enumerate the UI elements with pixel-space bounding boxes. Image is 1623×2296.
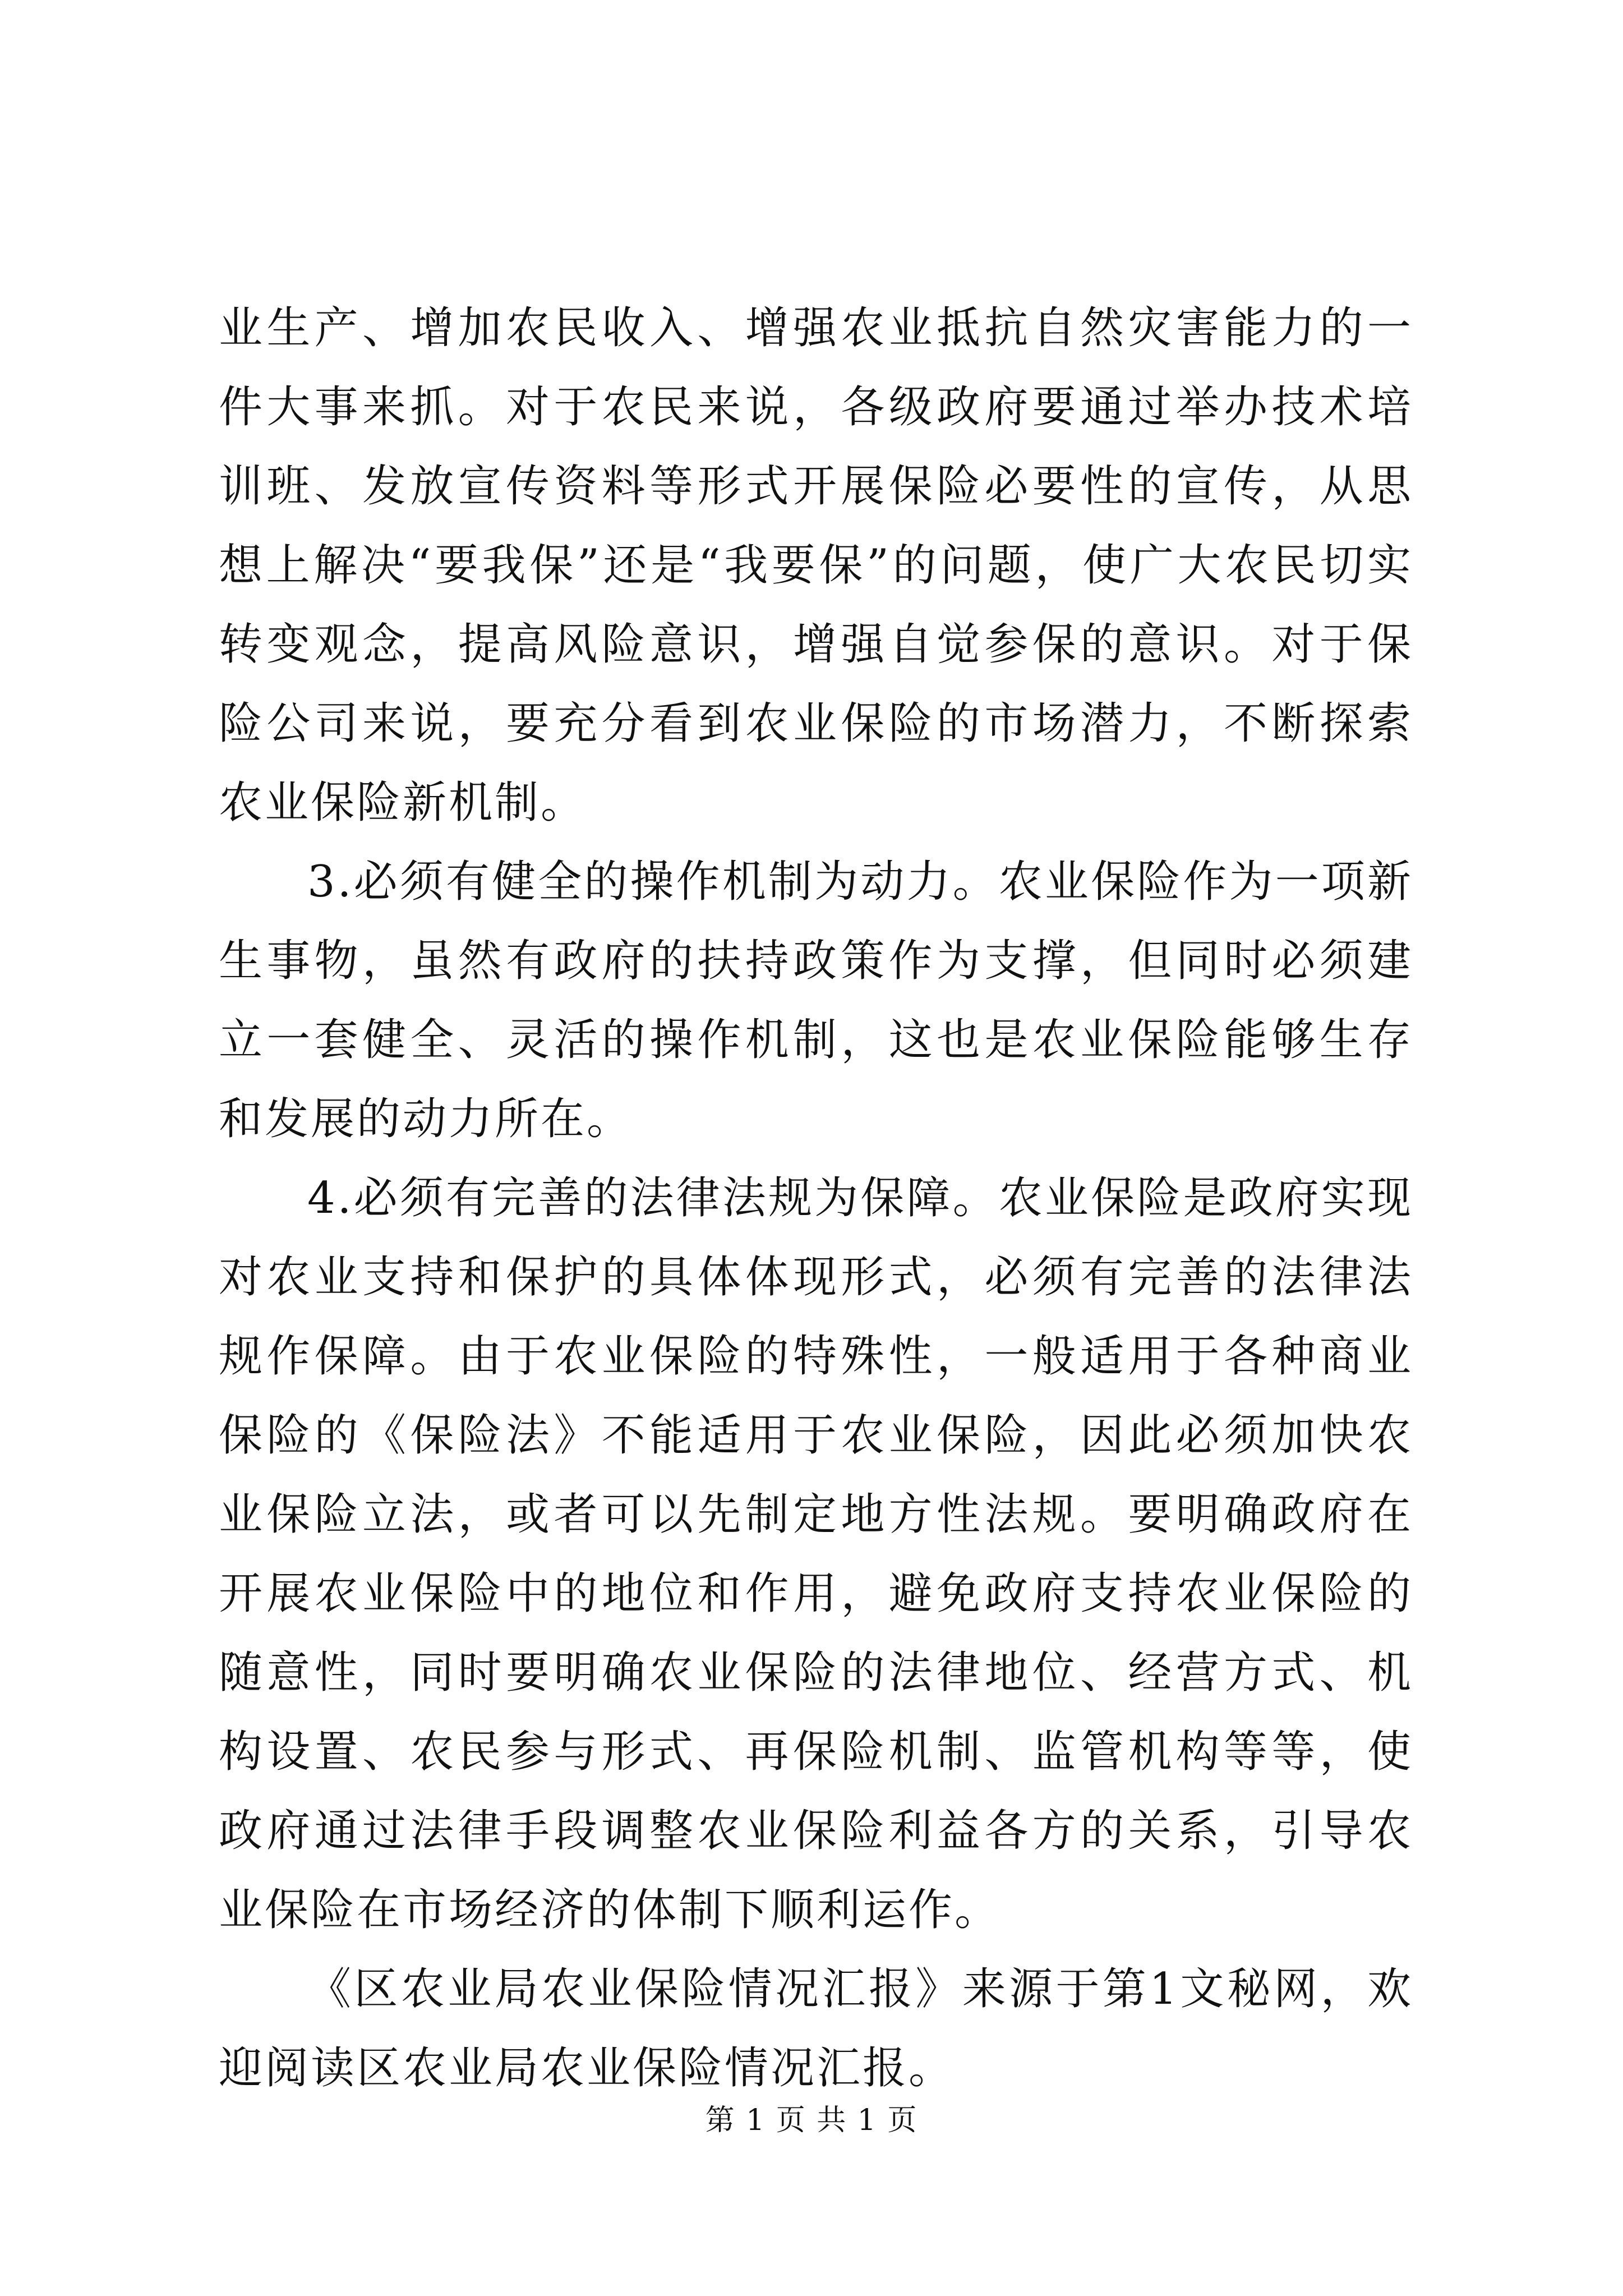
document-body <box>219 289 1413 2108</box>
page-footer: 第 1 页 共 1 页 <box>705 2104 918 2137</box>
paragraph-item-4: 4.必须有完善的法律法规为保障。农业保险是政府实现对农业支持和保护的具体体现形式，必须有完善的法律法规作保障。由于农业保险的特殊性，一般适用于各种商业保险的《保险法》不能适用于农业保险，因此必须加快农业保险立法，或者可以先制定地方性法规。要明确政府在开展农业保险中的地位和作用，避免政府支持农业保险的随意性，同时要明确农业保险的法律地位、经营方式、机构设置、农民参与形式、再保险机制、监管机构等等，使政府通过法律手段调整农业保险利益各方的关系，引导农业保险在市场经济的体制下顺利运作。 <box>219 1173 1413 1935</box>
paragraph-item-3: 3.必须有健全的操作机制为动力。农业保险作为一项新生事物，虽然有政府的扶持政策作为支撑，但同时必须建立一套健全、灵活的操作机制，这也是农业保险能够生存和发展的动力所在。 <box>219 857 1413 1144</box>
paragraph-source-note: 《区农业局农业保险情况汇报》来源于第1文秘网，欢迎阅读区农业局农业保险情况汇报。 <box>219 1964 1413 2093</box>
paragraph-continuation: 业生产、增加农民收入、增强农业抵抗自然灾害能力的一件大事来抓。对于农民来说，各级政府要通过举办技术培训班、发放宣传资料等形式开展保险必要性的宣传，从思想上解决“要我保”还是“我要保”的问题，使广大农民切实转变观念，提高风险意识，增强自觉参保的意识。对于保险公司来说，要充分看到农业保险的市场潜力，不断探索农业保险新机制。 <box>219 303 1413 828</box>
